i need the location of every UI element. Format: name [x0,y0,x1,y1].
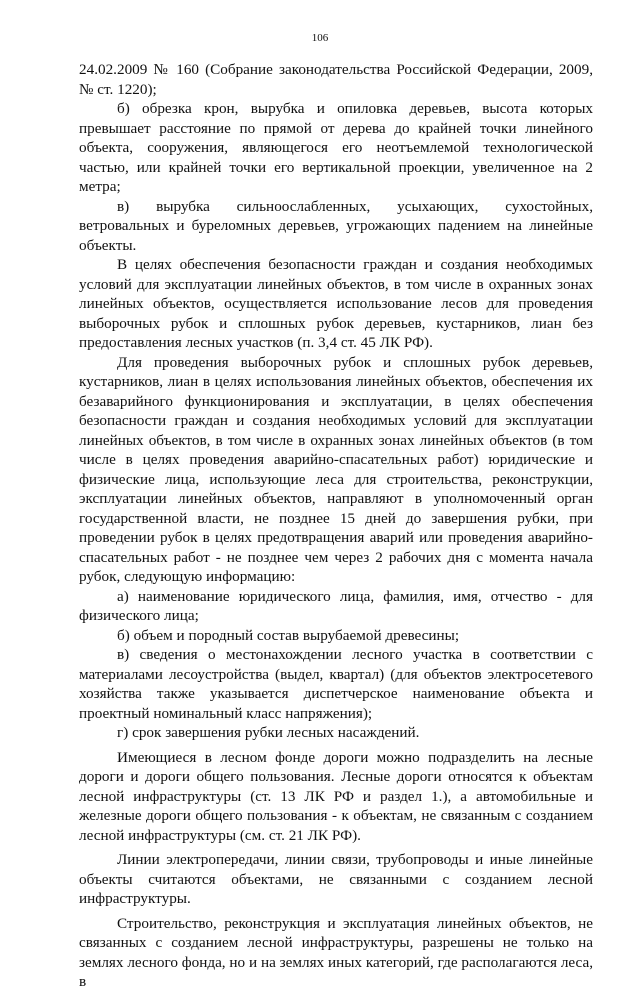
paragraph-item-g-deadline: г) срок завершения рубки лесных насаждений. [117,724,420,741]
paragraph-item-a-name: а) наименование юридического лица, фамилия, имя, отчество - для физического лица; [79,587,593,624]
paragraph-power-lines: Линии электропередачи, линии связи, трубопроводы и иные линейные объекты считаются объектами, не связанными с созданием лесной инфраструктуры. [79,851,593,907]
paragraph-item-v-location: в) сведения о местонахождении лесного участка в соответствии с материалами лесоустройства (выдел, квартал) (для объектов электросетевого хозяйства также указывается диспетчерское наименование объекта и проектный номинальный класс напряжения); [79,646,593,722]
page-number: 106 [311,32,329,44]
document-body [79,60,593,992]
paragraph-item-b-crown-trimming: б) обрезка крон, вырубка и опиловка деревьев, высота которых превышает расстояние по прямой от дерева до крайней точки линейного объекта, сооружения, являющегося его неотъемлемой технологической частью, или крайней точки его вертикальной проекции, увеличенное на 2 метра; [79,100,593,195]
paragraph-item-b-volume: б) объем и породный состав вырубаемой древесины; [117,626,460,644]
paragraph-construction: Строительство, реконструкция и эксплуатация линейных объектов, не связанных с созданием лесной инфраструктуры, разрешены не только на землях лесного фонда, но и на землях иных категорий, где располагаются леса, в [79,914,593,990]
paragraph-citation-continuation: 24.02.2009 № 160 (Собрание законодательства Российской Федерации, 2009, № ст. 1220); [79,61,593,98]
paragraph-notification-requirements: Для проведения выборочных рубок и сплошных рубок деревьев, кустарников, лиан в целях использования линейных объектов, обеспечения их безаварийного функционирования и эксплуатации, в целях обеспечения безопасности граждан и создания необходимых условий для эксплуатации линейных объектов, в том числе в охранных зонах линейных объектов (в том числе в целях проведения аварийно-спасательных работ) юридические и физические лица, использующие леса для строительства, реконструкции, эксплуатации линейных объектов, направляют в уполномоченный орган государственной власти, не позднее 15 дней до завершения рубки, при проведении рубок в целях предотвращения аварий или проведения аварийно-спасательных работ - не позднее чем через 2 рабочих дня с момента начала рубок, следующую информацию: [79,353,593,585]
paragraph-roads: Имеющиеся в лесном фонде дороги можно подразделить на лесные дороги и дороги общего пользования. Лесные дороги относятся к объектам лесной инфраструктуры (ст. 13 ЛК РФ и раздел 1.), а автомобильные и железные дороги общего пользования - к объектам, не связанным с созданием лесной инфраструктуры (см. ст. 21 ЛК РФ). [79,748,593,844]
paragraph-safety-logging: В целях обеспечения безопасности граждан и создания необходимых условий для эксплуатации линейных объектов, в том числе в охранных зонах линейных объектов, осуществляется использование лесов для проведения выборочных рубок и сплошных рубок деревьев, кустарников, лиан без предоставления лесных участков (п. 3,4 ст. 45 ЛК РФ). [79,256,593,351]
paragraph-item-v-weak-trees: в) вырубка сильноослабленных, усыхающих, сухостойных, ветровальных и буреломных деревьев, угрожающих падением на линейные объекты. [79,197,593,254]
